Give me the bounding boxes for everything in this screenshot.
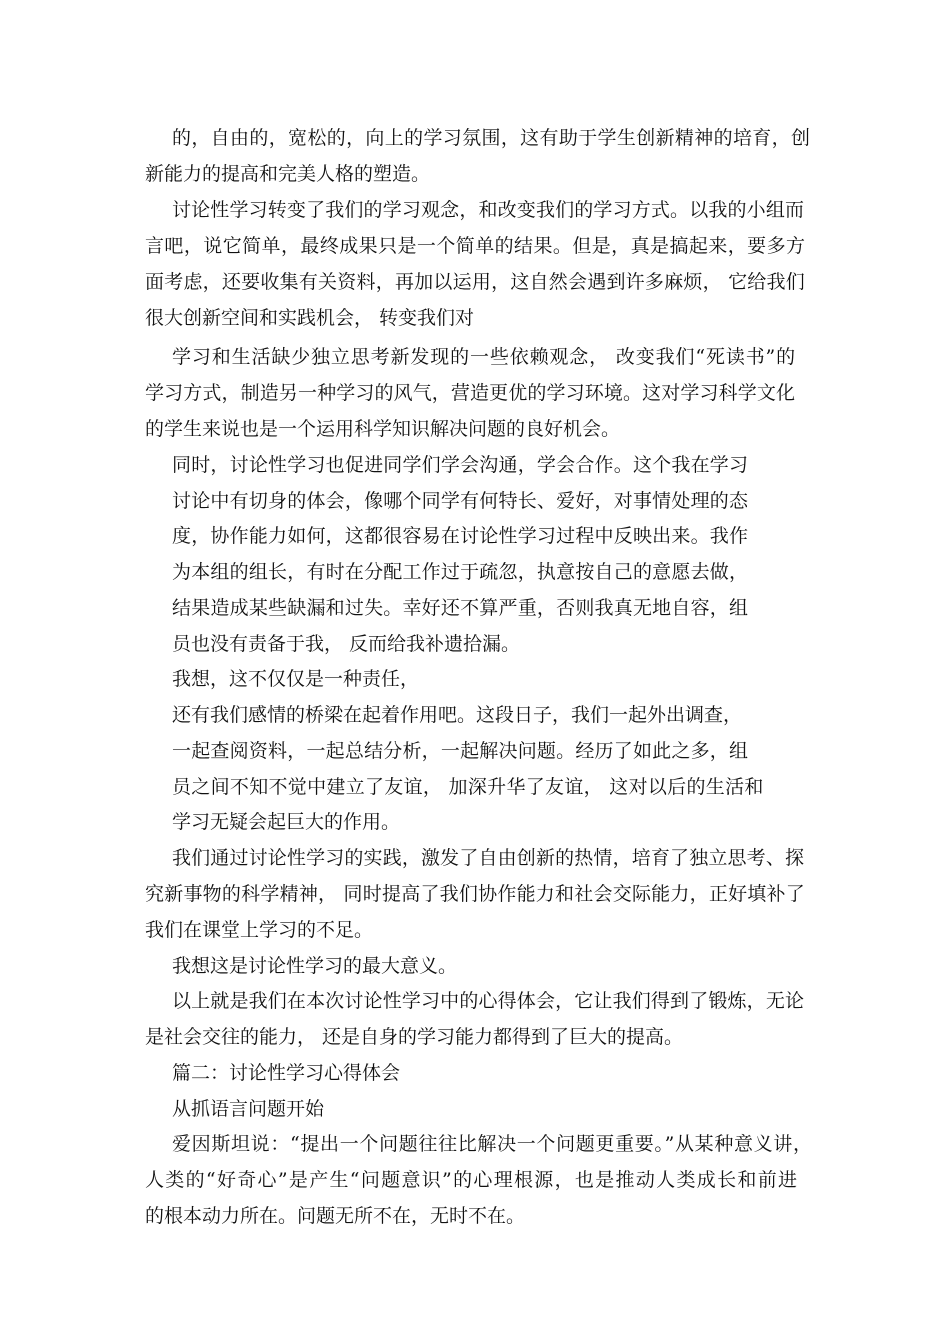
text-line-24: 我想这是讨论性学习的最大意义。 — [172, 955, 458, 977]
text-line-26: 是社会交往的能力， 还是自身的学习能力都得到了巨大的提高。 — [145, 1026, 684, 1048]
text-line-4: 言吧，说它简单，最终成果只是一个简单的结果。但是，真是搞起来，要多方 — [145, 235, 806, 257]
text-line-7: 学习和生活缺少独立思考新发现的一些依赖观念， 改变我们“死读书”的 — [172, 346, 796, 368]
text-line-5: 面考虑，还要收集有关资料，再加以运用，这自然会遇到许多麻烦， 它给我们 — [145, 271, 805, 293]
text-line-22: 究新事物的科学精神， 同时提高了我们协作能力和社会交际能力，正好填补了 — [145, 883, 805, 905]
text-line-13: 为本组的组长，有时在分配工作过于疏忽，执意按自己的意愿去做， — [172, 561, 749, 583]
text-line-29: 爱因斯坦说：“提出一个问题往往比解决一个问题更重要。”从某种意义讲， — [172, 1133, 813, 1155]
text-line-21: 我们通过讨论性学习的实践，激发了自由创新的热情，培育了独立思考、探 — [172, 847, 805, 869]
text-line-15: 员也没有责备于我， 反而给我补遗拾漏。 — [172, 633, 521, 655]
text-line-8: 学习方式，制造另一种学习的风气，营造更优的学习环境。这对学习科学文化 — [145, 382, 796, 404]
text-line-23: 我们在课堂上学习的不足。 — [145, 919, 374, 941]
text-line-9: 的学生来说也是一个运用科学知识解决问题的良好机会。 — [145, 418, 621, 440]
text-line-25: 以上就是我们在本次讨论性学习中的心得体会，它让我们得到了锻炼，无论 — [172, 990, 805, 1012]
text-line-12: 度，协作能力如何，这都很容易在讨论性学习过程中反映出来。我作 — [172, 525, 749, 547]
text-line-16: 我想，这不仅仅是一种责任， — [172, 668, 420, 690]
text-line-20: 学习无疑会起巨大的作用。 — [172, 811, 401, 833]
text-line-11: 讨论中有切身的体会，像哪个同学有何特长、爱好，对事情处理的态 — [172, 490, 749, 512]
text-line-19: 员之间不知不觉中建立了友谊， 加深升华了友谊， 这对以后的生活和 — [172, 776, 764, 798]
text-line-10: 同时，讨论性学习也促进同学们学会沟通，学会合作。这个我在学习 — [172, 454, 749, 476]
text-line-28: 从抓语言问题开始 — [172, 1098, 325, 1120]
text-line-6: 很大创新空间和实践机会， 转变我们对 — [145, 307, 475, 329]
text-line-17: 还有我们感情的桥梁在起着作用吧。这段日子，我们一起外出调查， — [172, 704, 742, 726]
text-line-31: 的根本动力所在。问题无所不在，无时不在。 — [145, 1205, 526, 1227]
text-line-27: 篇二：讨论性学习心得体会 — [172, 1062, 401, 1084]
text-line-1: 的，自由的，宽松的，向上的学习氛围，这有助于学生创新精神的培育，创 — [172, 127, 811, 149]
text-line-30: 人类的“好奇心”是产生“问题意识”的心理根源，也是推动人类成长和前进 — [145, 1169, 799, 1191]
text-line-2: 新能力的提高和完美人格的塑造。 — [145, 163, 431, 185]
text-line-14: 结果造成某些缺漏和过失。幸好还不算严重，否则我真无地自容，组 — [172, 597, 749, 619]
text-line-18: 一起查阅资料，一起总结分析，一起解决问题。经历了如此之多，组 — [172, 740, 749, 762]
text-line-3: 讨论性学习转变了我们的学习观念，和改变我们的学习方式。以我的小组而 — [172, 199, 805, 221]
